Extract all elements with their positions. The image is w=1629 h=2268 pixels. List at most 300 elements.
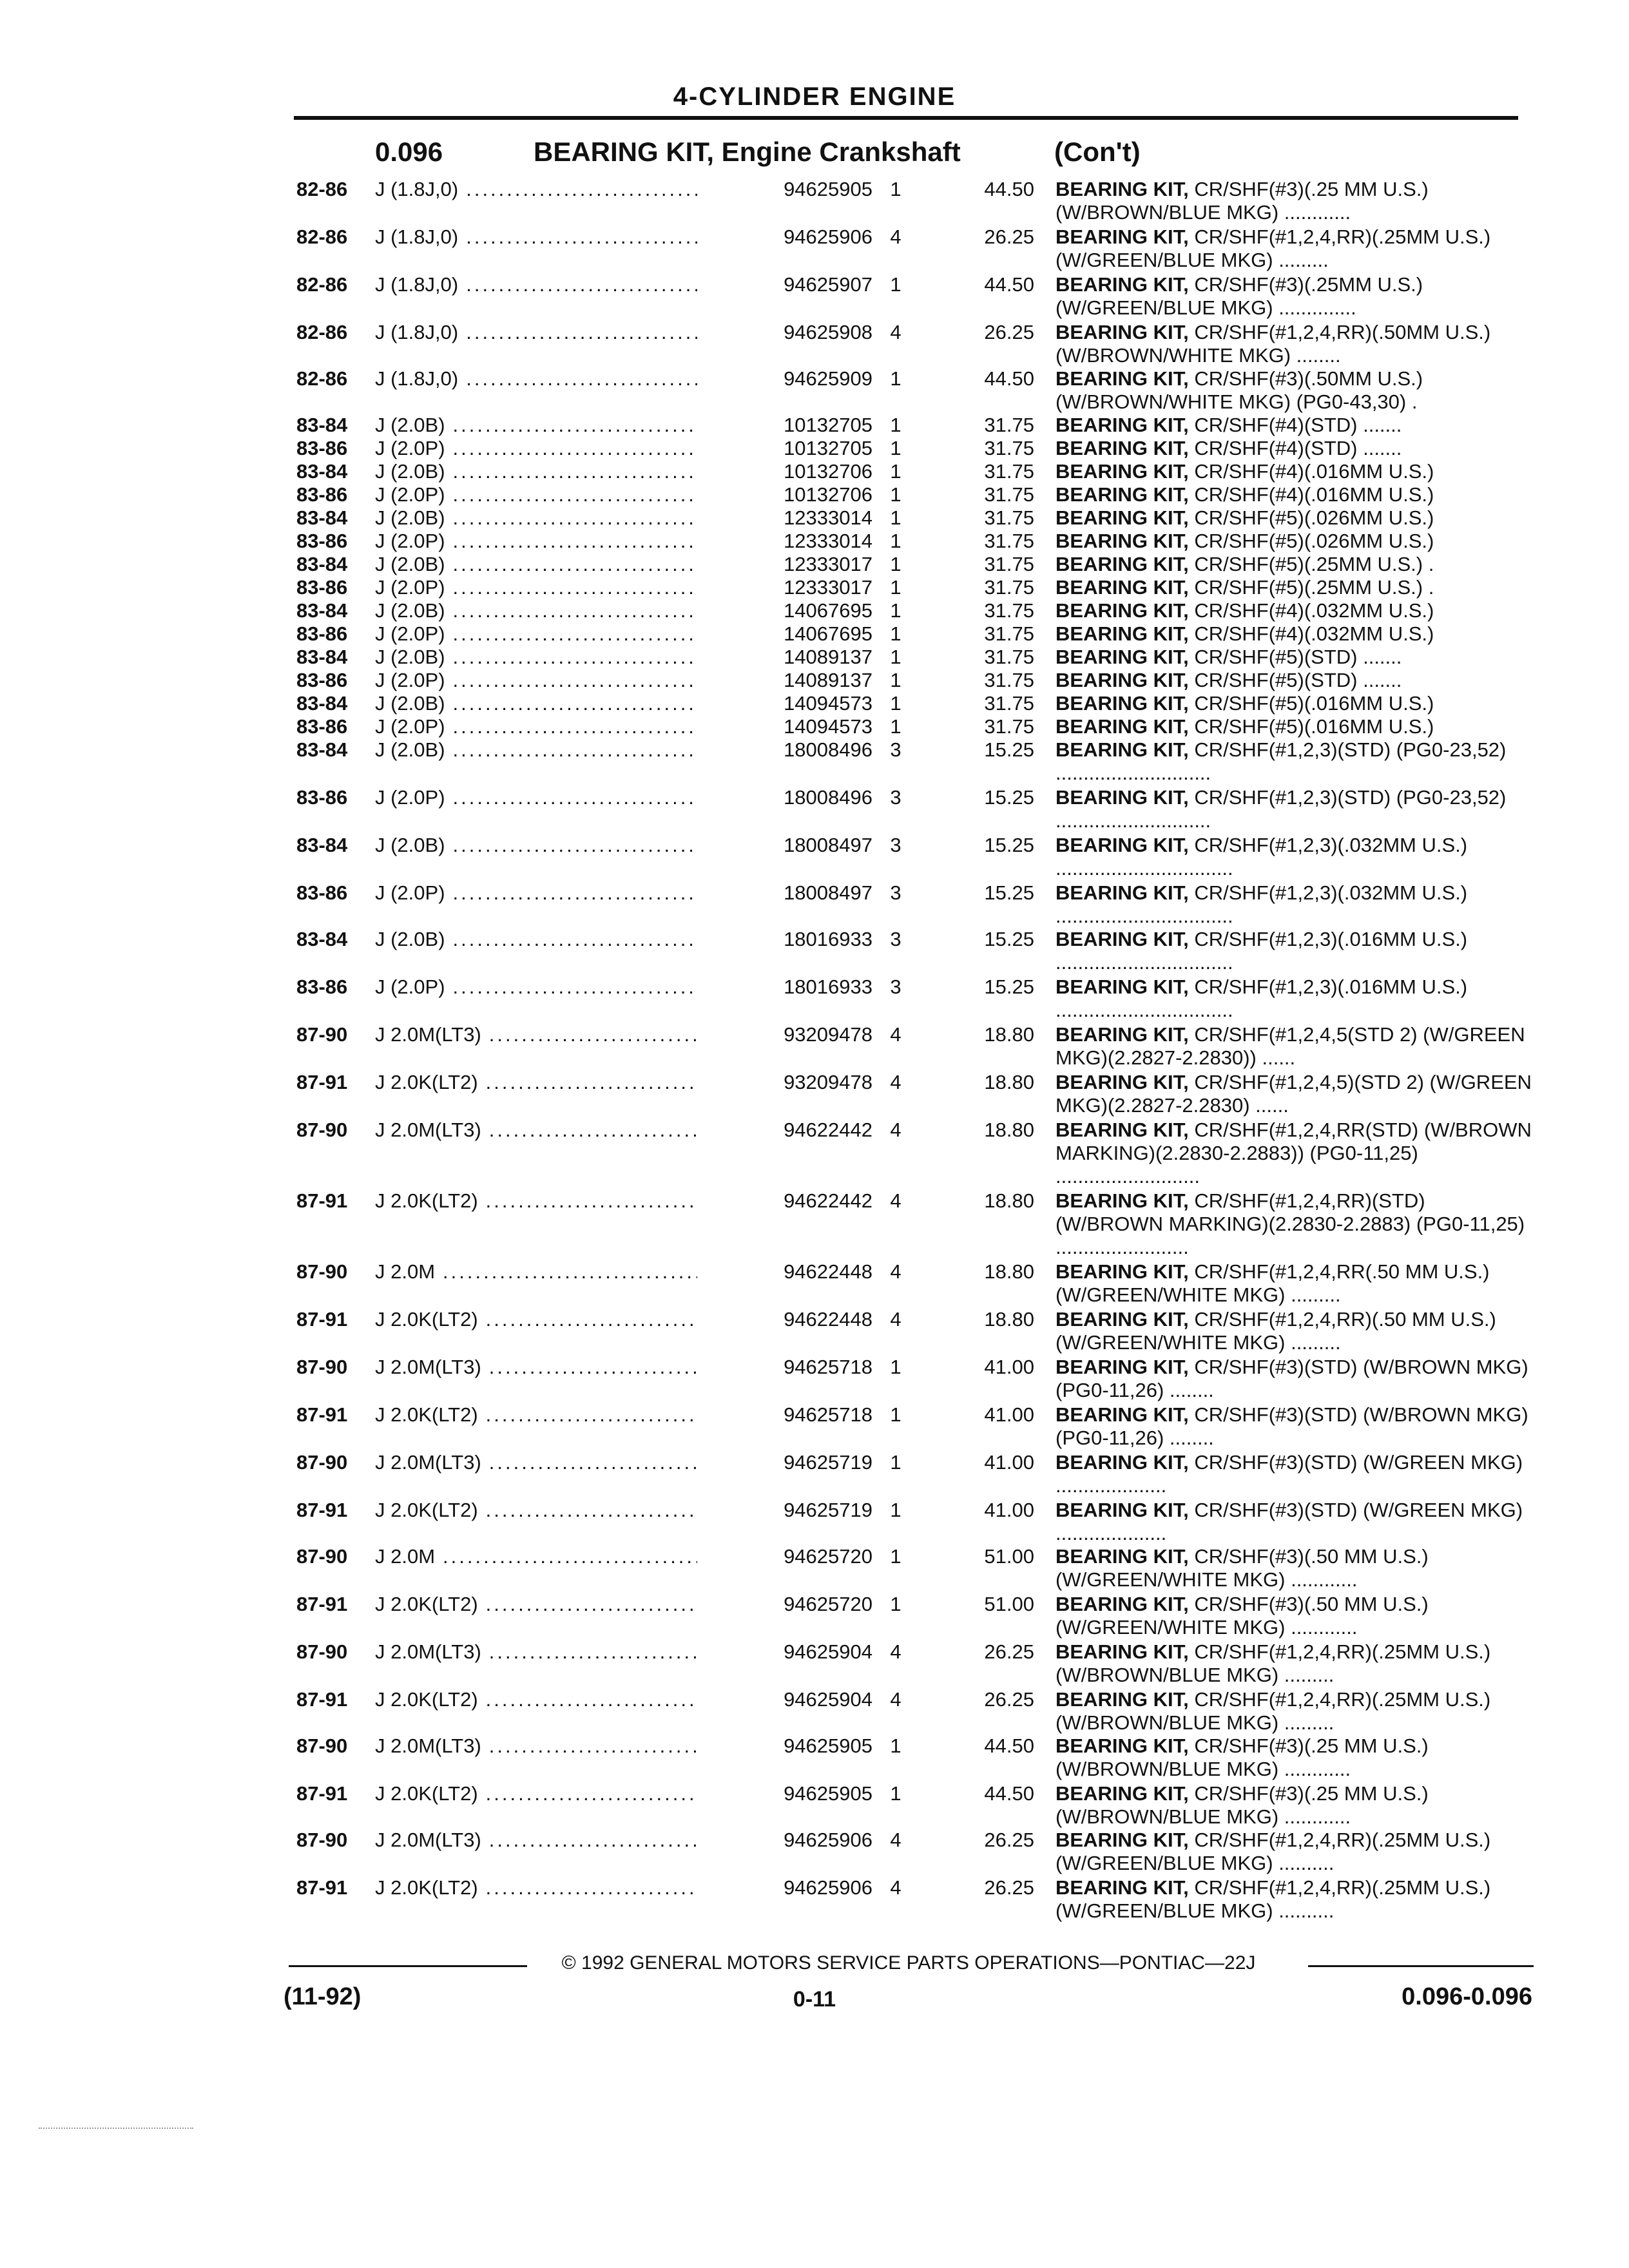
row-years: 83-84: [296, 460, 348, 483]
row-years: 87-91: [296, 1782, 348, 1805]
table-row: [0, 1356, 1629, 1403]
row-price: 31.75: [984, 553, 1034, 575]
row-quantity: 1: [890, 669, 901, 691]
row-years: 83-86: [296, 530, 348, 552]
row-description-keyword: BEARING KIT,: [1055, 881, 1189, 904]
row-description: [1055, 1735, 1532, 1781]
row-description: [1055, 437, 1532, 460]
row-description: [1055, 1451, 1532, 1497]
row-description-keyword: BEARING KIT,: [1055, 1260, 1189, 1283]
row-years: 83-84: [296, 692, 348, 715]
table-row: [0, 178, 1629, 226]
row-price: 15.25: [984, 881, 1034, 904]
row-description-keyword: BEARING KIT,: [1055, 1451, 1189, 1474]
row-engine: J 2.0M(LT3) .....: [375, 1119, 723, 1142]
row-description-keyword: BEARING KIT,: [1055, 530, 1189, 552]
table-row: [0, 367, 1629, 415]
row-years: 83-86: [296, 437, 348, 459]
row-description-text: CR/SHF(#5)(.026MM U.S.): [1194, 506, 1434, 529]
row-description-keyword: BEARING KIT,: [1055, 669, 1189, 691]
row-part-number: 14067695: [697, 622, 872, 646]
row-description-keyword: BEARING KIT,: [1055, 1688, 1189, 1711]
row-quantity: 1: [890, 178, 901, 200]
row-part-number: 18008496: [697, 786, 872, 809]
row-engine: J (1.8J,0) .....: [375, 178, 723, 201]
row-engine: J (2.0B) .....: [375, 928, 723, 951]
row-years: 87-91: [296, 1499, 348, 1521]
row-description: [1055, 599, 1532, 622]
row-description-text: CR/SHF(#4)(.032MM U.S.): [1194, 599, 1434, 622]
row-price: 31.75: [984, 483, 1034, 506]
row-description: [1055, 1308, 1532, 1354]
row-description-keyword: BEARING KIT,: [1055, 506, 1189, 529]
row-part-number: 94625908: [697, 321, 872, 344]
row-price: 51.00: [984, 1545, 1034, 1568]
row-quantity: 4: [890, 1260, 901, 1283]
row-description-keyword: BEARING KIT,: [1055, 1356, 1189, 1378]
row-price: 18.80: [984, 1023, 1034, 1046]
row-description-text: CR/SHF(#1,2,4,RR)(.25MM U.S.)(W/GREEN/BLUE MKG) ..........: [1055, 1876, 1491, 1922]
row-description-keyword: BEARING KIT,: [1055, 1119, 1189, 1141]
row-engine: J 2.0M(LT3) .....: [375, 1356, 723, 1379]
row-price: 31.75: [984, 460, 1034, 483]
row-description-text: CR/SHF(#5)(.026MM U.S.): [1194, 530, 1434, 552]
row-description-text: CR/SHF(#1,2,4,RR)(.25MM U.S.)(W/GREEN/BLUE MKG) ..........: [1055, 1829, 1491, 1874]
row-quantity: 3: [890, 928, 901, 950]
table-row: [0, 928, 1629, 975]
row-price: 41.00: [984, 1499, 1034, 1521]
revision-date: (11-92): [284, 1983, 361, 2010]
row-engine: J (2.0P) .....: [375, 975, 723, 999]
row-part-number: 94622448: [697, 1308, 872, 1331]
row-years: 87-90: [296, 1451, 348, 1474]
row-description-text: CR/SHF(#1,2,3)(STD) (PG0-23,52) ............................: [1055, 786, 1507, 832]
row-description-text: CR/SHF(#1,2,4,5)(STD 2) (W/GREEN MKG)(2.2827-2.2830) ......: [1055, 1071, 1532, 1117]
row-quantity: 4: [890, 226, 901, 248]
row-engine: J (1.8J,0) .....: [375, 226, 723, 249]
row-description-keyword: BEARING KIT,: [1055, 599, 1189, 622]
row-description-keyword: BEARING KIT,: [1055, 367, 1189, 390]
row-description-keyword: BEARING KIT,: [1055, 321, 1189, 343]
row-description-text: CR/SHF(#4)(.032MM U.S.): [1194, 622, 1434, 645]
row-engine: J (2.0P) .....: [375, 715, 723, 738]
row-quantity: 1: [890, 414, 901, 436]
row-description: [1055, 1119, 1532, 1188]
row-description-keyword: BEARING KIT,: [1055, 414, 1189, 436]
row-engine: J 2.0M(LT3) .....: [375, 1735, 723, 1758]
row-quantity: 4: [890, 1876, 901, 1899]
row-price: 31.75: [984, 715, 1034, 738]
row-description-text: CR/SHF(#3)(.25MM U.S.) (W/GREEN/BLUE MKG) ..............: [1055, 273, 1423, 319]
row-description: [1055, 928, 1532, 974]
table-row: [0, 738, 1629, 786]
row-description: [1055, 321, 1532, 367]
row-years: 82-86: [296, 226, 348, 248]
row-description-text: CR/SHF(#3)(.50 MM U.S.) (W/GREEN/WHITE MKG) ............: [1055, 1545, 1429, 1591]
row-engine: J 2.0K(LT2) .....: [375, 1876, 723, 1899]
row-description: [1055, 1189, 1532, 1259]
row-description: [1055, 1876, 1532, 1923]
row-quantity: 1: [890, 460, 901, 483]
row-engine: J 2.0K(LT2) .....: [375, 1308, 723, 1331]
row-engine: J (2.0P) .....: [375, 530, 723, 553]
row-description-text: CR/SHF(#1,2,4,RR)(.50MM U.S.)(W/BROWN/WHITE MKG) ........: [1055, 321, 1491, 367]
table-row: [0, 1688, 1629, 1736]
row-years: 83-86: [296, 669, 348, 691]
row-description: [1055, 367, 1532, 414]
row-years: 83-84: [296, 553, 348, 575]
row-description-text: CR/SHF(#1,2,4,RR)(.25MM U.S.)(W/BROWN/BLUE MKG) .........: [1055, 1688, 1491, 1734]
row-engine: J (2.0B) .....: [375, 599, 723, 622]
row-description-keyword: BEARING KIT,: [1055, 1189, 1189, 1212]
row-part-number: 94625906: [697, 1876, 872, 1899]
row-description: [1055, 834, 1532, 880]
row-price: 26.25: [984, 1876, 1034, 1899]
row-part-number: 94625719: [697, 1499, 872, 1522]
row-price: 31.75: [984, 646, 1034, 668]
row-price: 31.75: [984, 599, 1034, 622]
row-years: 87-90: [296, 1356, 348, 1378]
row-years: 87-91: [296, 1071, 348, 1093]
row-description: [1055, 669, 1532, 692]
row-price: 15.25: [984, 928, 1034, 950]
row-description: [1055, 622, 1532, 646]
row-description-text: CR/SHF(#5)(.25MM U.S.) .: [1194, 576, 1434, 599]
row-price: 31.75: [984, 576, 1034, 599]
row-price: 41.00: [984, 1451, 1034, 1474]
row-years: 87-90: [296, 1640, 348, 1663]
row-description: [1055, 975, 1532, 1022]
row-part-number: 94625718: [697, 1403, 872, 1427]
row-part-number: 94625906: [697, 226, 872, 249]
table-row: [0, 1189, 1629, 1258]
row-years: 87-90: [296, 1829, 348, 1851]
row-description-text: CR/SHF(#4)(STD) .......: [1194, 414, 1402, 436]
row-engine: J 2.0M(LT3) .....: [375, 1829, 723, 1852]
row-years: 87-91: [296, 1593, 348, 1615]
row-price: 31.75: [984, 506, 1034, 529]
row-part-number: 14094573: [697, 715, 872, 738]
row-part-number: 93209478: [697, 1023, 872, 1046]
row-quantity: 3: [890, 834, 901, 856]
row-part-number: 94622442: [697, 1189, 872, 1213]
row-quantity: 1: [890, 692, 901, 715]
row-part-number: 10132706: [697, 460, 872, 483]
row-description-text: CR/SHF(#1,2,4,RR)(.25MM U.S.)(W/BROWN/BLUE MKG) .........: [1055, 1640, 1491, 1686]
row-price: 26.25: [984, 1829, 1034, 1851]
row-years: 83-84: [296, 928, 348, 950]
row-part-number: 12333017: [697, 553, 872, 576]
row-description-text: CR/SHF(#4)(.016MM U.S.): [1194, 460, 1434, 483]
row-description-text: CR/SHF(#1,2,3)(.016MM U.S.) ................................: [1055, 975, 1468, 1021]
row-price: 18.80: [984, 1119, 1034, 1141]
row-part-number: 94625720: [697, 1545, 872, 1568]
row-part-number: 18016933: [697, 975, 872, 999]
row-description: [1055, 576, 1532, 599]
row-part-number: 14089137: [697, 646, 872, 669]
row-years: 83-86: [296, 483, 348, 506]
row-description-text: CR/SHF(#3)(.25 MM U.S.) (W/BROWN/BLUE MKG) ............: [1055, 1735, 1429, 1780]
row-description-keyword: BEARING KIT,: [1055, 553, 1189, 575]
row-description-keyword: BEARING KIT,: [1055, 715, 1189, 738]
row-quantity: 1: [890, 646, 901, 668]
row-engine: J (2.0B) .....: [375, 692, 723, 715]
row-description-text: CR/SHF(#5)(STD) .......: [1194, 669, 1402, 691]
row-description-text: CR/SHF(#3)(STD) (W/GREEN MKG) ....................: [1055, 1499, 1523, 1544]
row-description-text: CR/SHF(#5)(.016MM U.S.): [1194, 715, 1434, 738]
row-engine: J (2.0B) .....: [375, 646, 723, 669]
table-row: [0, 834, 1629, 881]
row-quantity: 3: [890, 975, 901, 998]
row-description: [1055, 273, 1532, 320]
row-description-keyword: BEARING KIT,: [1055, 1071, 1189, 1093]
row-years: 82-86: [296, 273, 348, 296]
row-description-keyword: BEARING KIT,: [1055, 460, 1189, 483]
table-row: [0, 273, 1629, 321]
table-row: [0, 786, 1629, 834]
row-quantity: 4: [890, 1640, 901, 1663]
row-description-keyword: BEARING KIT,: [1055, 226, 1189, 248]
row-price: 15.25: [984, 975, 1034, 998]
row-years: 83-84: [296, 506, 348, 529]
row-part-number: 10132705: [697, 437, 872, 460]
row-quantity: 1: [890, 576, 901, 599]
row-description: [1055, 483, 1532, 506]
row-price: 44.50: [984, 1735, 1034, 1757]
scan-artifact: [39, 2128, 193, 2129]
row-description-keyword: BEARING KIT,: [1055, 1593, 1189, 1615]
table-row: [0, 1403, 1629, 1451]
row-years: 87-90: [296, 1545, 348, 1568]
row-description-text: CR/SHF(#3)(STD) (W/GREEN MKG) ....................: [1055, 1451, 1523, 1497]
table-row: [0, 975, 1629, 1023]
row-years: 87-91: [296, 1308, 348, 1331]
row-description: [1055, 1356, 1532, 1402]
row-part-number: 94625904: [697, 1688, 872, 1711]
row-description: [1055, 1640, 1532, 1687]
row-years: 83-86: [296, 975, 348, 998]
row-part-number: 12333017: [697, 576, 872, 599]
row-price: 41.00: [984, 1403, 1034, 1426]
row-engine: J 2.0M .....: [375, 1260, 723, 1283]
row-engine: J 2.0K(LT2) .....: [375, 1499, 723, 1522]
row-description: [1055, 460, 1532, 483]
row-years: 87-91: [296, 1189, 348, 1212]
row-engine: J (2.0P) .....: [375, 576, 723, 599]
row-engine: J (2.0B) .....: [375, 506, 723, 530]
row-part-number: 94625909: [697, 367, 872, 390]
row-description-text: CR/SHF(#1,2,3)(.032MM U.S.) ................................: [1055, 834, 1468, 879]
row-description-keyword: BEARING KIT,: [1055, 1735, 1189, 1757]
row-quantity: 1: [890, 715, 901, 738]
row-engine: J (1.8J,0) .....: [375, 321, 723, 344]
row-engine: J 2.0K(LT2) .....: [375, 1071, 723, 1094]
group-range: 0.096-0.096: [1402, 1983, 1532, 2010]
table-row: [0, 1876, 1629, 1924]
row-description-text: CR/SHF(#3)(.25 MM U.S.) (W/BROWN/BLUE MKG) ............: [1055, 1782, 1429, 1828]
row-description-keyword: BEARING KIT,: [1055, 1403, 1189, 1426]
row-description-text: CR/SHF(#3)(STD) (W/BROWN MKG) (PG0-11,26) ........: [1055, 1403, 1528, 1449]
row-part-number: 94625904: [697, 1640, 872, 1664]
row-description-text: CR/SHF(#3)(STD) (W/BROWN MKG) (PG0-11,26) ........: [1055, 1356, 1528, 1401]
row-quantity: 1: [890, 553, 901, 575]
row-description-text: CR/SHF(#1,2,4,RR)(STD) (W/BROWN MARKING)(2.2830-2.2883) (PG0-11,25) ........................: [1055, 1189, 1525, 1258]
row-quantity: 1: [890, 1782, 901, 1805]
row-quantity: 1: [890, 1356, 901, 1378]
row-part-number: 18008497: [697, 834, 872, 857]
row-price: 31.75: [984, 414, 1034, 436]
table-row: [0, 1260, 1629, 1308]
page-title: 4-CYLINDER ENGINE: [673, 82, 956, 111]
row-description-text: CR/SHF(#4)(.016MM U.S.): [1194, 483, 1434, 506]
row-description: [1055, 1545, 1532, 1591]
row-price: 31.75: [984, 437, 1034, 459]
row-description-text: CR/SHF(#1,2,3)(STD) (PG0-23,52) ............................: [1055, 738, 1507, 784]
row-engine: J 2.0K(LT2) .....: [375, 1688, 723, 1711]
row-price: 18.80: [984, 1071, 1034, 1093]
row-description-keyword: BEARING KIT,: [1055, 1308, 1189, 1331]
row-price: 44.50: [984, 1782, 1034, 1805]
row-description: [1055, 178, 1532, 224]
row-description: [1055, 738, 1532, 785]
row-engine: J 2.0M(LT3) .....: [375, 1023, 723, 1046]
row-quantity: 4: [890, 1119, 901, 1141]
row-description-text: CR/SHF(#1,2,4,RR(STD) (W/BROWN MARKING)(2.2830-2.2883)) (PG0-11,25) ..........................: [1055, 1119, 1532, 1187]
row-quantity: 1: [890, 1545, 901, 1568]
row-description-keyword: BEARING KIT,: [1055, 273, 1189, 296]
row-quantity: 3: [890, 881, 901, 904]
row-quantity: 1: [890, 1593, 901, 1615]
row-quantity: 4: [890, 1829, 901, 1851]
row-description-keyword: BEARING KIT,: [1055, 483, 1189, 506]
row-price: 41.00: [984, 1356, 1034, 1378]
table-row: [0, 1451, 1629, 1499]
row-quantity: 1: [890, 506, 901, 529]
row-engine: J (2.0P) .....: [375, 881, 723, 905]
row-part-number: 94625905: [697, 178, 872, 201]
row-years: 83-84: [296, 834, 348, 856]
row-quantity: 1: [890, 1735, 901, 1757]
row-quantity: 4: [890, 1071, 901, 1093]
row-years: 87-91: [296, 1688, 348, 1711]
table-row: [0, 1735, 1629, 1782]
row-quantity: 4: [890, 1688, 901, 1711]
row-description-text: CR/SHF(#1,2,4,RR)(.25MM U.S.)(W/GREEN/BLUE MKG) .........: [1055, 226, 1491, 271]
row-description-keyword: BEARING KIT,: [1055, 1829, 1189, 1851]
row-description-keyword: BEARING KIT,: [1055, 786, 1189, 809]
row-description-text: CR/SHF(#5)(.016MM U.S.): [1194, 692, 1434, 715]
row-description-text: CR/SHF(#3)(.50MM U.S.) (W/BROWN/WHITE MKG) (PG0-43,30) .: [1055, 367, 1423, 413]
table-row: [0, 1119, 1629, 1187]
row-description-keyword: BEARING KIT,: [1055, 928, 1189, 950]
row-quantity: 4: [890, 1308, 901, 1331]
row-part-number: 10132705: [697, 414, 872, 437]
row-quantity: 1: [890, 599, 901, 622]
row-engine: J (1.8J,0) .....: [375, 367, 723, 390]
row-quantity: 1: [890, 1451, 901, 1474]
row-quantity: 1: [890, 1403, 901, 1426]
table-row: [0, 881, 1629, 929]
row-part-number: 94625905: [697, 1735, 872, 1758]
row-description-keyword: BEARING KIT,: [1055, 1499, 1189, 1521]
row-part-number: 12333014: [697, 506, 872, 530]
row-description-text: CR/SHF(#5)(.25MM U.S.) .: [1194, 553, 1434, 575]
row-engine: J (2.0B) .....: [375, 414, 723, 437]
row-description-text: CR/SHF(#4)(STD) .......: [1194, 437, 1402, 459]
row-years: 83-86: [296, 786, 348, 809]
row-price: 31.75: [984, 622, 1034, 645]
row-description: [1055, 692, 1532, 715]
copyright-notice: © 1992 GENERAL MOTORS SERVICE PARTS OPERATIONS—PONTIAC—22J: [561, 1952, 1256, 1974]
table-row: [0, 1071, 1629, 1119]
row-price: 44.50: [984, 367, 1034, 390]
row-part-number: 94625905: [697, 1782, 872, 1805]
row-part-number: 18016933: [697, 928, 872, 951]
row-price: 26.25: [984, 226, 1034, 248]
table-row: [0, 1782, 1629, 1830]
row-description-text: CR/SHF(#3)(.50 MM U.S.) (W/GREEN/WHITE MKG) ............: [1055, 1593, 1429, 1639]
row-description-keyword: BEARING KIT,: [1055, 1545, 1189, 1568]
row-engine: J 2.0K(LT2) .....: [375, 1593, 723, 1616]
row-years: 87-90: [296, 1119, 348, 1141]
row-price: 44.50: [984, 178, 1034, 200]
row-quantity: 1: [890, 437, 901, 459]
table-row: [0, 321, 1629, 369]
row-quantity: 1: [890, 622, 901, 645]
table-row: [0, 1640, 1629, 1688]
row-years: 83-84: [296, 738, 348, 761]
row-description: [1055, 506, 1532, 530]
row-quantity: 4: [890, 321, 901, 343]
row-part-number: 10132706: [697, 483, 872, 506]
row-price: 31.75: [984, 530, 1034, 552]
row-description-keyword: BEARING KIT,: [1055, 1782, 1189, 1805]
row-description: [1055, 530, 1532, 553]
section-header: [0, 137, 1629, 173]
row-part-number: 94625907: [697, 273, 872, 296]
row-years: 83-86: [296, 881, 348, 904]
row-price: 44.50: [984, 273, 1034, 296]
row-description-text: CR/SHF(#1,2,3)(.016MM U.S.) ................................: [1055, 928, 1468, 974]
row-description-keyword: BEARING KIT,: [1055, 1023, 1189, 1046]
row-quantity: 1: [890, 483, 901, 506]
row-description-keyword: BEARING KIT,: [1055, 622, 1189, 645]
row-description: [1055, 414, 1532, 437]
row-price: 26.25: [984, 1688, 1034, 1711]
row-engine: J (2.0P) .....: [375, 622, 723, 646]
row-part-number: 94622448: [697, 1260, 872, 1283]
row-description: [1055, 553, 1532, 576]
row-description-text: CR/SHF(#5)(STD) .......: [1194, 646, 1402, 668]
row-description-keyword: BEARING KIT,: [1055, 178, 1189, 200]
row-description: [1055, 881, 1532, 928]
row-engine: J 2.0K(LT2) .....: [375, 1782, 723, 1805]
row-part-number: 18008496: [697, 738, 872, 762]
row-years: 87-90: [296, 1260, 348, 1283]
row-engine: J (1.8J,0) .....: [375, 273, 723, 296]
row-quantity: 1: [890, 530, 901, 552]
table-row: [0, 1593, 1629, 1640]
row-years: 83-86: [296, 715, 348, 738]
kit-title: BEARING KIT, Engine Crankshaft: [534, 137, 961, 167]
row-description: [1055, 1403, 1532, 1450]
row-engine: J (2.0B) .....: [375, 738, 723, 762]
row-description-keyword: BEARING KIT,: [1055, 738, 1189, 761]
row-price: 31.75: [984, 692, 1034, 715]
row-engine: J 2.0K(LT2) .....: [375, 1403, 723, 1427]
row-description-keyword: BEARING KIT,: [1055, 1876, 1189, 1899]
row-price: 31.75: [984, 669, 1034, 691]
